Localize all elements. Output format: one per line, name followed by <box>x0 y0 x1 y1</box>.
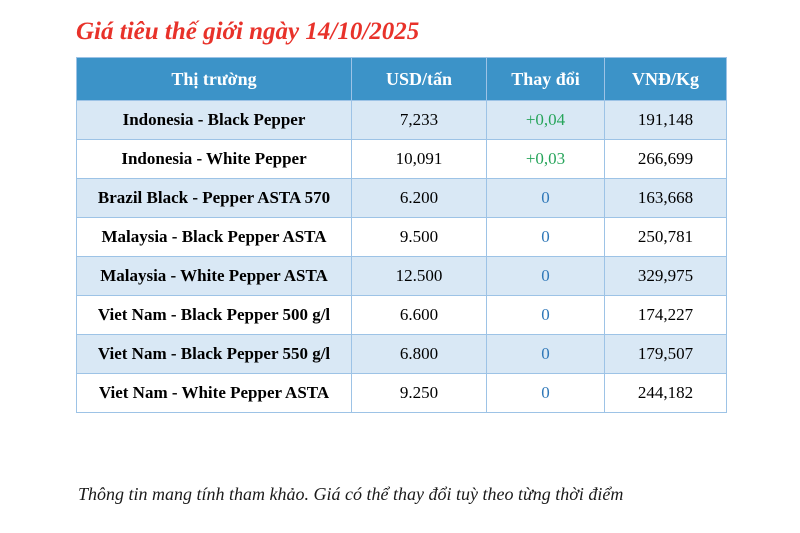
cell-change: +0,04 <box>487 101 605 140</box>
cell-usd: 6.200 <box>352 179 487 218</box>
cell-vnd: 174,227 <box>605 296 727 335</box>
table-row <box>77 257 727 296</box>
cell-usd: 7,233 <box>352 101 487 140</box>
cell-change: 0 <box>487 374 605 413</box>
cell-usd: 9.500 <box>352 218 487 257</box>
cell-market: Indonesia - White Pepper <box>77 140 352 179</box>
cell-change: +0,03 <box>487 140 605 179</box>
column-header-change: Thay đổi <box>487 58 605 101</box>
table-row <box>77 140 727 179</box>
table-row <box>77 179 727 218</box>
cell-vnd: 179,507 <box>605 335 727 374</box>
cell-market: Malaysia - Black Pepper ASTA <box>77 218 352 257</box>
cell-vnd: 191,148 <box>605 101 727 140</box>
cell-vnd: 329,975 <box>605 257 727 296</box>
cell-usd: 6.600 <box>352 296 487 335</box>
cell-change: 0 <box>487 296 605 335</box>
table-row <box>77 218 727 257</box>
cell-usd: 12.500 <box>352 257 487 296</box>
cell-market: Malaysia - White Pepper ASTA <box>77 257 352 296</box>
cell-usd: 10,091 <box>352 140 487 179</box>
cell-market: Viet Nam - Black Pepper 550 g/l <box>77 335 352 374</box>
cell-change: 0 <box>487 257 605 296</box>
world-pepper-price-table <box>76 57 727 413</box>
cell-market: Indonesia - Black Pepper <box>77 101 352 140</box>
cell-change: 0 <box>487 218 605 257</box>
table-row <box>77 296 727 335</box>
price-table-container <box>76 57 726 413</box>
page-title: Giá tiêu thế giới ngày 14/10/2025 <box>76 18 420 45</box>
table-header <box>77 58 727 101</box>
table-header-row <box>77 58 727 101</box>
cell-market: Viet Nam - White Pepper ASTA <box>77 374 352 413</box>
cell-change: 0 <box>487 335 605 374</box>
table-row <box>77 374 727 413</box>
cell-usd: 9.250 <box>352 374 487 413</box>
column-header-usd: USD/tấn <box>352 58 487 101</box>
cell-vnd: 163,668 <box>605 179 727 218</box>
cell-change: 0 <box>487 179 605 218</box>
column-header-market: Thị trường <box>77 58 352 101</box>
table-row <box>77 101 727 140</box>
cell-market: Brazil Black - Pepper ASTA 570 <box>77 179 352 218</box>
cell-usd: 6.800 <box>352 335 487 374</box>
cell-market: Viet Nam - Black Pepper 500 g/l <box>77 296 352 335</box>
cell-vnd: 244,182 <box>605 374 727 413</box>
footnote: Thông tin mang tính tham khảo. Giá có thể thay đổi tuỳ theo từng thời điểm <box>78 484 624 504</box>
table-body <box>77 101 727 413</box>
column-header-vnd: VNĐ/Kg <box>605 58 727 101</box>
cell-vnd: 266,699 <box>605 140 727 179</box>
cell-vnd: 250,781 <box>605 218 727 257</box>
table-row <box>77 335 727 374</box>
